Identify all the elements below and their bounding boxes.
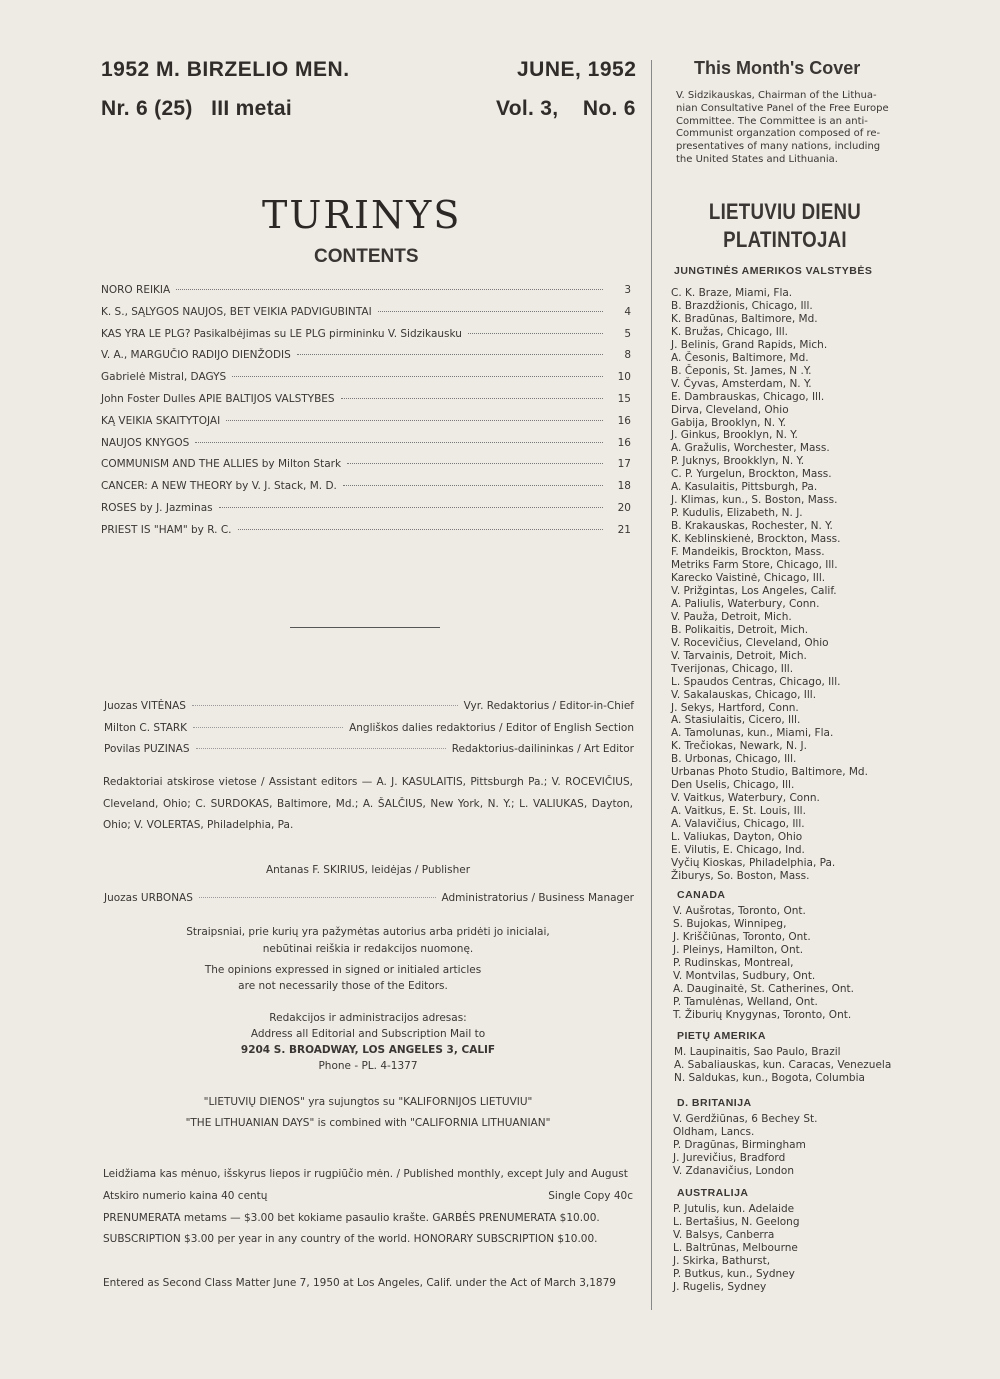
distributor-item: B. Čeponis, St. James, N .Y.	[671, 364, 812, 377]
leader-dots	[378, 311, 603, 312]
distributor-item: V. Aušrotas, Toronto, Ont.	[673, 905, 806, 917]
distributor-item: Urbanas Photo Studio, Baltimore, Md.	[671, 766, 868, 779]
distributor-item: K. Bružas, Chicago, Ill.	[671, 325, 788, 338]
distributor-item: L. Bertašius, N. Geelong	[673, 1215, 800, 1228]
distributor-item: M. Laupinaitis, Sao Paulo, Brazil	[674, 1046, 841, 1058]
section-usa: JUNGTINĖS AMERIKOS VALSTYBĖS	[674, 265, 873, 277]
toc-entry-title: KAS YRA LE PLG? Pasikalbėjimas su LE PLG pirmininku V. Sidzikausku	[101, 327, 462, 340]
leader-dots	[195, 442, 603, 443]
leader-dots	[232, 376, 603, 377]
leader-dots	[196, 748, 446, 749]
distributor-item: P. Dragūnas, Birmingham	[673, 1138, 806, 1151]
distributor-item: A. Paliulis, Waterbury, Conn.	[671, 597, 820, 610]
distributor-item: L. Valiukas, Dayton, Ohio	[671, 831, 803, 844]
disclaimer-en	[78, 962, 608, 994]
distributor-item: A. Dauginaitė, St. Catherines, Ont.	[673, 982, 855, 995]
distributor-item: A. Vaitkus, E. St. Louis, Ill.	[671, 805, 806, 818]
toc-entry-page: 21	[617, 523, 631, 536]
distributor-item: Tverijonas, Chicago, Ill.	[671, 662, 794, 675]
address-phone: Phone - PL. 4-1377	[318, 1060, 418, 1072]
distributor-item: J. Klimas, kun., S. Boston, Mass.	[671, 494, 838, 507]
section-australia: AUSTRALIJA	[677, 1187, 749, 1199]
toc-entry	[101, 524, 631, 546]
distributor-item: C. P. Yurgelun, Brockton, Mass.	[671, 468, 832, 481]
distributor-item: P. Butkus, kun., Sydney	[673, 1267, 795, 1280]
contents-subtitle: CONTENTS	[314, 246, 419, 267]
toc-entry-page: 8	[624, 349, 631, 362]
distributors-title-line: PLATINTOJAI	[723, 227, 847, 252]
staff-name: Juozas VITĖNAS	[104, 700, 186, 712]
cover-line: presentatives of many nations, including	[676, 141, 881, 153]
toc-entry-title: John Foster Dulles APIE BALTIJOS VALSTYBES	[101, 392, 335, 405]
distributor-item: A. Sabaliauskas, kun. Caracas, Venezuela	[674, 1058, 892, 1071]
assistant-editors: Redaktoriai atskirose vietose / Assistant editors — A. J. KASULAITIS, Pittsburgh Pa.; V. ROCEVIČIUS, Cleveland, Ohio; C. SURDOKAS, Baltimore, Md.; A. ŠALČIUS, New York, N. Y.; L. VALIUKAS, Dayton, Ohio; V. VOLERTAS, Philadelphia, Pa.	[103, 776, 633, 831]
toc-entry-page: 5	[624, 327, 631, 340]
issue-number-lt: Nr. 6 (25) III metai	[101, 97, 293, 120]
toc-entry-page: 4	[624, 305, 631, 318]
subscription: SUBSCRIPTION $3.00 per year in any country of the world. HONORARY SUBSCRIPTION $10.00.	[103, 1233, 598, 1245]
toc-entry-page: 18	[617, 480, 631, 493]
single-copy-row	[103, 1186, 633, 1208]
distributor-item: P. Juknys, Brookklyn, N. Y.	[671, 455, 805, 468]
issue-volume-en: Vol. 3, No. 6	[496, 97, 636, 120]
distributor-item: K. Bradūnas, Baltimore, Md.	[671, 312, 818, 325]
distributor-item: V. Balsys, Canberra	[673, 1228, 775, 1241]
disclaimer-lt	[103, 924, 633, 958]
publisher: Antanas F. SKIRIUS, leidėjas / Publisher	[265, 864, 471, 876]
distributor-item: P. Jutulis, kun. Adelaide	[673, 1203, 795, 1215]
issue-date-lt: 1952 M. BIRZELIO MEN.	[101, 58, 350, 81]
distributor-item: A. Tamolunas, kun., Miami, Fla.	[671, 727, 834, 740]
distributor-item: E. Dambrauskas, Chicago, Ill.	[671, 390, 825, 403]
toc-entry-title: NAUJOS KNYGOS	[101, 436, 190, 449]
toc-entry	[101, 415, 631, 437]
list-britain	[673, 1113, 817, 1178]
address-line: Address all Editorial and Subscription Mail to	[250, 1028, 486, 1040]
cover-line: V. Sidzikauskas, Chairman of the Lithua-	[676, 90, 877, 101]
list-south-america	[674, 1046, 891, 1085]
distributor-item: J. Sekys, Hartford, Conn.	[671, 701, 799, 714]
toc-entry-title: K. S., SĄLYGOS NAUJOS, BET VEIKIA PADVIGUBINTAI	[101, 305, 372, 318]
disclaimer-en-line: are not necessarily those of the Editors.	[238, 980, 448, 992]
cover-line: Communist organzation composed of re-	[676, 128, 881, 140]
distributor-item: V. Tarvainis, Detroit, Mich.	[671, 649, 807, 662]
distributor-item: B. Krakauskas, Rochester, N. Y.	[671, 520, 833, 533]
staff-entry	[104, 700, 634, 722]
toc-entry-page: 16	[617, 414, 631, 427]
single-copy-lt: Atskiro numerio kaina 40 centų	[103, 1190, 268, 1202]
cover-line: nian Consultative Panel of the Free Europe	[676, 102, 889, 114]
distributor-item: P. Kudulis, Elizabeth, N. J.	[671, 507, 803, 520]
toc-entry	[101, 284, 631, 306]
leader-dots	[343, 485, 603, 486]
toc-entry-title: PRIEST IS "HAM" by R. C.	[101, 523, 232, 536]
table-of-contents	[101, 284, 631, 546]
staff-entry	[104, 722, 634, 744]
distributor-item: V. Sakalauskas, Chicago, Ill.	[671, 688, 817, 701]
published-monthly: Leidžiama kas mėnuo, išskyrus liepos ir rugpiūčio mėn. / Published monthly, except July and August	[103, 1168, 628, 1180]
cover-line: Committee. The Committee is an anti-	[676, 115, 868, 127]
list-canada	[673, 905, 854, 1022]
staff-list	[104, 700, 634, 765]
business-manager-role: Administratorius / Business Manager	[441, 892, 634, 904]
toc-entry-page: 17	[617, 458, 631, 471]
address-block	[103, 1010, 633, 1074]
toc-entry	[101, 502, 631, 524]
toc-entry-title: COMMUNISM AND THE ALLIES by Milton Stark	[101, 458, 342, 471]
distributor-item: V. Prižgintas, Los Angeles, Calif.	[671, 584, 837, 597]
leader-dots	[226, 420, 603, 421]
toc-entry	[101, 437, 631, 459]
distributor-item: J. Jurevičius, Bradford	[673, 1151, 786, 1164]
column-divider	[651, 60, 652, 1310]
distributor-item: Žiburys, So. Boston, Mass.	[671, 869, 810, 882]
distributor-item: A. Gražulis, Worchester, Mass.	[671, 442, 830, 455]
contents-title: TURINYS	[262, 193, 462, 237]
section-britain: D. BRITANIJA	[677, 1097, 752, 1109]
distributor-item: B. Polikaitis, Detroit, Mich.	[671, 623, 809, 636]
toc-entry	[101, 349, 631, 371]
distributor-item: K. Keblinskienė, Brockton, Mass.	[671, 533, 841, 546]
single-copy-en: Single Copy 40c	[548, 1190, 633, 1202]
toc-entry-page: 10	[617, 371, 631, 384]
toc-entry-page: 3	[624, 284, 631, 296]
distributor-item: K. Trečiokas, Newark, N. J.	[671, 740, 807, 753]
toc-entry-title: Gabrielė Mistral, DAGYS	[101, 371, 227, 384]
toc-entry	[101, 306, 631, 328]
section-canada: CANADA	[677, 889, 726, 901]
staff-name: Povilas PUZINAS	[104, 743, 190, 755]
toc-entry-title: KĄ VEIKIA SKAITYTOJAI	[101, 414, 221, 427]
list-australia	[673, 1203, 800, 1294]
address-line: Redakcijos ir administracijos adresas:	[269, 1012, 467, 1024]
distributor-item: V. Vaitkus, Waterbury, Conn.	[671, 792, 820, 805]
distributor-item: L. Spaudos Centras, Chicago, Ill.	[671, 675, 841, 688]
prenumerata: PRENUMERATA metams — $3.00 bet kokiame pasaulio krašte. GARBĖS PRENUMERATA $10.00.	[103, 1212, 600, 1224]
disclaimer-lt-line: Straipsniai, prie kurių yra pažymėtas autorius arba pridėti jo inicialai,	[186, 926, 550, 938]
toc-entry-page: 16	[617, 436, 631, 449]
issue-date-en: JUNE, 1952	[517, 58, 637, 81]
distributor-item: B. Urbonas, Chicago, Ill.	[671, 753, 797, 766]
distributor-item: Gabija, Brooklyn, N. Y.	[671, 416, 787, 429]
leader-dots	[193, 727, 343, 728]
disclaimer-lt-line: nebūtinai reiškia ir redakcijos nuomonę.	[262, 943, 474, 955]
leader-dots	[199, 897, 436, 898]
distributor-item: V. Čyvas, Amsterdam, N. Y.	[671, 377, 812, 390]
distributor-item: A. Valavičius, Chicago, Ill.	[671, 818, 805, 831]
staff-name: Milton C. STARK	[104, 721, 188, 734]
distributor-item: J. Rugelis, Sydney	[673, 1280, 767, 1293]
distributor-item: V. Pauža, Detroit, Mich.	[671, 610, 792, 623]
section-south-america: PIETŲ AMERIKA	[677, 1030, 766, 1042]
disclaimer-en-line: The opinions expressed in signed or initialed articles	[204, 964, 482, 976]
distributor-item: V. Zdanavičius, London	[673, 1164, 794, 1177]
business-manager-name: Juozas URBONAS	[104, 892, 193, 904]
distributor-item: B. Brazdžionis, Chicago, Ill.	[671, 299, 813, 312]
distributor-item: C. K. Braze, Miami, Fla.	[671, 287, 793, 299]
distributor-item: J. Pleinys, Hamilton, Ont.	[673, 943, 804, 956]
cover-line: the United States and Lithuania.	[676, 153, 838, 165]
staff-role: Vyr. Redaktorius / Editor-in-Chief	[463, 700, 634, 712]
distributor-item: V. Gerdžiūnas, 6 Bechey St.	[673, 1113, 818, 1125]
distributor-item: N. Saldukas, kun., Bogota, Columbia	[674, 1071, 865, 1084]
list-usa	[671, 287, 868, 883]
entered-notice: Entered as Second Class Matter June 7, 1950 at Los Angeles, Calif. under the Act of March 3,1879	[103, 1277, 616, 1289]
distributor-item: L. Baltrūnas, Melbourne	[673, 1241, 798, 1254]
leader-dots	[468, 333, 603, 334]
combined-en: "THE LITHUANIAN DAYS" is combined with "CALIFORNIA LITHUANIAN"	[185, 1117, 551, 1129]
distributor-item: A. Česonis, Baltimore, Md.	[671, 351, 809, 364]
distributor-item: J. Skirka, Bathurst,	[673, 1254, 771, 1267]
distributor-item: E. Vilutis, E. Chicago, Ind.	[671, 843, 805, 856]
distributor-item: J. Belinis, Grand Rapids, Mich.	[671, 338, 828, 351]
combined-lt: "LIETUVIŲ DIENOS" yra sujungtos su "KALIFORNIJOS LIETUVIU"	[203, 1096, 533, 1108]
distributor-item: Karecko Vaistinė, Chicago, Ill.	[671, 571, 826, 584]
distributors-title-line: LIETUVIU DIENU	[708, 199, 862, 224]
distributors-title	[660, 198, 910, 254]
leader-dots	[176, 289, 603, 290]
distributor-item: S. Bujokas, Winnipeg,	[673, 917, 787, 930]
toc-entry	[101, 328, 631, 350]
toc-entry	[101, 458, 631, 480]
leader-dots	[347, 463, 603, 464]
leader-dots	[219, 507, 603, 508]
distributor-item: P. Rudinskas, Montreal,	[673, 956, 794, 969]
toc-entry-title: CANCER: A NEW THEORY by V. J. Stack, M. D.	[101, 480, 337, 493]
toc-entry-page: 20	[617, 501, 631, 514]
toc-entry-title: V. A., MARGUČIO RADIJO DIENŽODIS	[101, 349, 291, 362]
distributor-item: T. Žiburių Knygynas, Toronto, Ont.	[673, 1008, 852, 1021]
staff-entry	[104, 743, 634, 765]
leader-dots	[238, 529, 604, 530]
distributor-item: V. Rocevičius, Cleveland, Ohio	[671, 636, 829, 649]
distributor-item: A. Kasulaitis, Pittsburgh, Pa.	[671, 481, 818, 494]
cover-description	[676, 90, 900, 167]
toc-entry	[101, 371, 631, 393]
business-manager-row	[104, 892, 634, 914]
cover-title: This Month's Cover	[694, 58, 861, 78]
distributor-item: Vyčių Kioskas, Philadelphia, Pa.	[671, 856, 836, 869]
leader-dots	[192, 705, 458, 706]
toc-entry-title: NORO REIKIA	[101, 284, 171, 296]
distributor-item: V. Montvilas, Sudbury, Ont.	[673, 969, 816, 982]
distributor-item: J. Kriščiūnas, Toronto, Ont.	[673, 930, 811, 943]
distributor-item: F. Mandeikis, Brockton, Mass.	[671, 546, 825, 559]
toc-entry	[101, 393, 631, 415]
distributor-item: Dirva, Cleveland, Ohio	[671, 403, 789, 416]
distributor-item: Metriks Farm Store, Chicago, Ill.	[671, 559, 838, 572]
distributor-item: J. Ginkus, Brooklyn, N. Y.	[671, 429, 798, 442]
leader-dots	[341, 398, 603, 399]
divider	[290, 627, 440, 628]
address-street: 9204 S. BROADWAY, LOS ANGELES 3, CALIF	[240, 1044, 496, 1056]
toc-entry-page: 15	[617, 392, 631, 405]
leader-dots	[297, 354, 603, 355]
distributor-item: P. Tamulėnas, Welland, Ont.	[673, 995, 818, 1008]
staff-role: Angliškos dalies redaktorius / Editor of English Section	[349, 721, 634, 734]
distributor-item: A. Stasiulaitis, Cicero, Ill.	[671, 714, 801, 727]
staff-role: Redaktorius-dailininkas / Art Editor	[451, 743, 634, 755]
toc-entry-title: ROSES by J. Jazminas	[101, 501, 213, 514]
distributor-item: Oldham, Lancs.	[673, 1125, 755, 1138]
toc-entry	[101, 480, 631, 502]
distributor-item: Den Uselis, Chicago, Ill.	[671, 779, 795, 792]
